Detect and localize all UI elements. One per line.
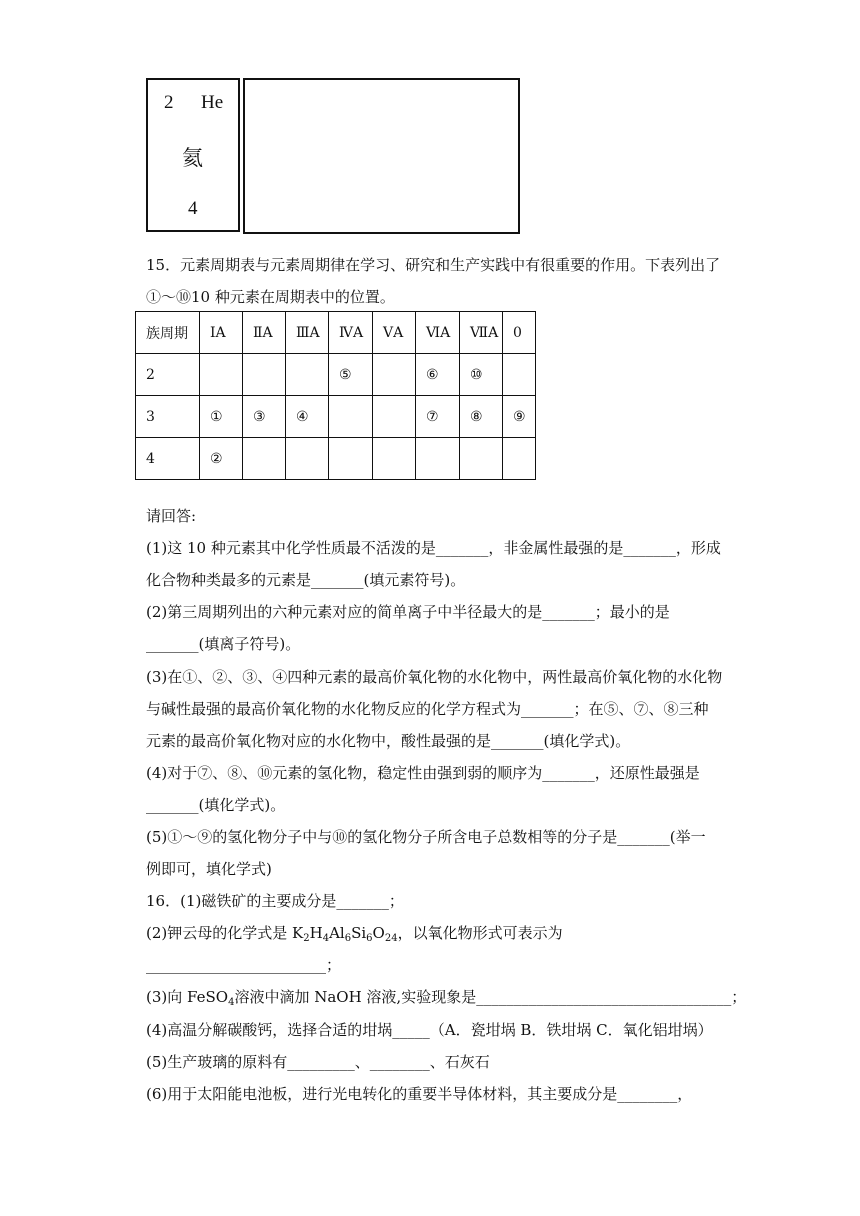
table-row xyxy=(136,396,536,438)
atomic-mass: 4 xyxy=(188,198,198,219)
table-cell xyxy=(329,396,373,438)
table-cell: ⅥA xyxy=(416,312,460,354)
q15-line2: ①～⑩10 种元素在周期表中的位置。 xyxy=(146,288,395,306)
table-cell: ③ xyxy=(243,396,286,438)
table-cell: ⅦA xyxy=(460,312,503,354)
q15-part4-line1: (4)对于⑦、⑧、⑩元素的氢化物，稳定性由强到弱的顺序为_______，还原性最强是 xyxy=(146,764,700,782)
q15-part2-line2: _______(填离子符号)。 xyxy=(146,635,301,653)
q15-part5-line1: (5)①～⑨的氢化物分子中与⑩的氢化物分子所含电子总数相等的分子是_______(举一 xyxy=(146,828,706,846)
q15-part5-line2: 例即可，填化学式) xyxy=(146,860,272,878)
table-cell xyxy=(243,354,286,396)
table-cell xyxy=(200,354,243,396)
atomic-number: 2 xyxy=(164,92,174,113)
q15-part4-line2: _______(填化学式)。 xyxy=(146,796,286,814)
table-cell: ⑤ xyxy=(329,354,373,396)
q16-part4: (4)高温分解碳酸钙，选择合适的坩埚_____（A．瓷坩埚 B．铁坩埚 C．氧化铝坩埚） xyxy=(146,1021,713,1039)
table-row xyxy=(136,438,536,480)
table-cell: ⅠA xyxy=(200,312,243,354)
empty-answer-box xyxy=(243,78,520,234)
q15-part3-line2: 与碱性最强的最高价氧化物的水化物反应的化学方程式为_______；在⑤、⑦、⑧三种 xyxy=(146,700,709,718)
element-symbol: He xyxy=(201,92,224,113)
table-cell: ⅤA xyxy=(373,312,416,354)
element-name: 氦 xyxy=(182,146,203,170)
table-cell: 3 xyxy=(136,396,200,438)
table-cell: ⑩ xyxy=(460,354,503,396)
table-header-row xyxy=(136,312,536,354)
table-row xyxy=(136,354,536,396)
q15-prompt: 请回答: xyxy=(146,507,197,525)
table-cell: 2 xyxy=(136,354,200,396)
q16-part2-line1: (2)钾云母的化学式是 $K_2H_4Al_6Si_6O_{24}$，以氧化物形式可表示为 xyxy=(146,924,563,944)
q15-part3-line3: 元素的最高价氧化物对应的水化物中，酸性最强的是_______(填化学式)。 xyxy=(146,732,631,750)
table-cell: ⑥ xyxy=(416,354,460,396)
table-cell: 0 xyxy=(503,312,536,354)
q15-part3-line1: (3)在①、②、③、④四种元素的最高价氧化物的水化物中，两性最高价氧化物的水化物 xyxy=(146,668,723,686)
q15-part2-line1: (2)第三周期列出的六种元素对应的简单离子中半径最大的是_______；最小的是 xyxy=(146,603,670,621)
table-cell xyxy=(373,396,416,438)
table-cell: ⑦ xyxy=(416,396,460,438)
table-cell xyxy=(460,438,503,480)
table-cell xyxy=(286,438,329,480)
table-cell: ⑧ xyxy=(460,396,503,438)
table-cell xyxy=(329,438,373,480)
table-cell xyxy=(503,438,536,480)
q16-part2-blank: ________________________； xyxy=(146,956,342,974)
table-cell: ⑨ xyxy=(503,396,536,438)
table-cell: 4 xyxy=(136,438,200,480)
table-cell xyxy=(243,438,286,480)
q16-part3: (3)向 FeSO$_4$溶液中滴加 NaOH 溶液,实验现象是__________________________________； xyxy=(146,988,747,1008)
table-cell: ② xyxy=(200,438,243,480)
table-cell: ① xyxy=(200,396,243,438)
element-card-helium xyxy=(146,78,240,232)
periodic-table-excerpt xyxy=(135,311,536,480)
q16-part5: (5)生产玻璃的原料有_________、________、石灰石 xyxy=(146,1053,490,1071)
q15-part1-line2: 化合物种类最多的元素是_______(填元素符号)。 xyxy=(146,571,466,589)
table-cell xyxy=(373,438,416,480)
q16-part6: (6)用于太阳能电池板，进行光电转化的重要半导体材料，其主要成分是________， xyxy=(146,1085,693,1103)
q15-part1-line1: (1)这 10 种元素其中化学性质最不活泼的是_______，非金属性最强的是_______，形成 xyxy=(146,539,721,557)
table-cell: ⅡA xyxy=(243,312,286,354)
q15-line1: 15．元素周期表与元素周期律在学习、研究和生产实践中有很重要的作用。下表列出了 xyxy=(146,256,721,274)
q16-part1: 16．(1)磁铁矿的主要成分是_______； xyxy=(146,892,404,910)
table-cell: ④ xyxy=(286,396,329,438)
table-cell xyxy=(373,354,416,396)
table-cell xyxy=(503,354,536,396)
table-cell: ⅢA xyxy=(286,312,329,354)
table-cell: 族周期 xyxy=(136,312,200,354)
table-cell: ⅣA xyxy=(329,312,373,354)
table-cell xyxy=(416,438,460,480)
table-cell xyxy=(286,354,329,396)
